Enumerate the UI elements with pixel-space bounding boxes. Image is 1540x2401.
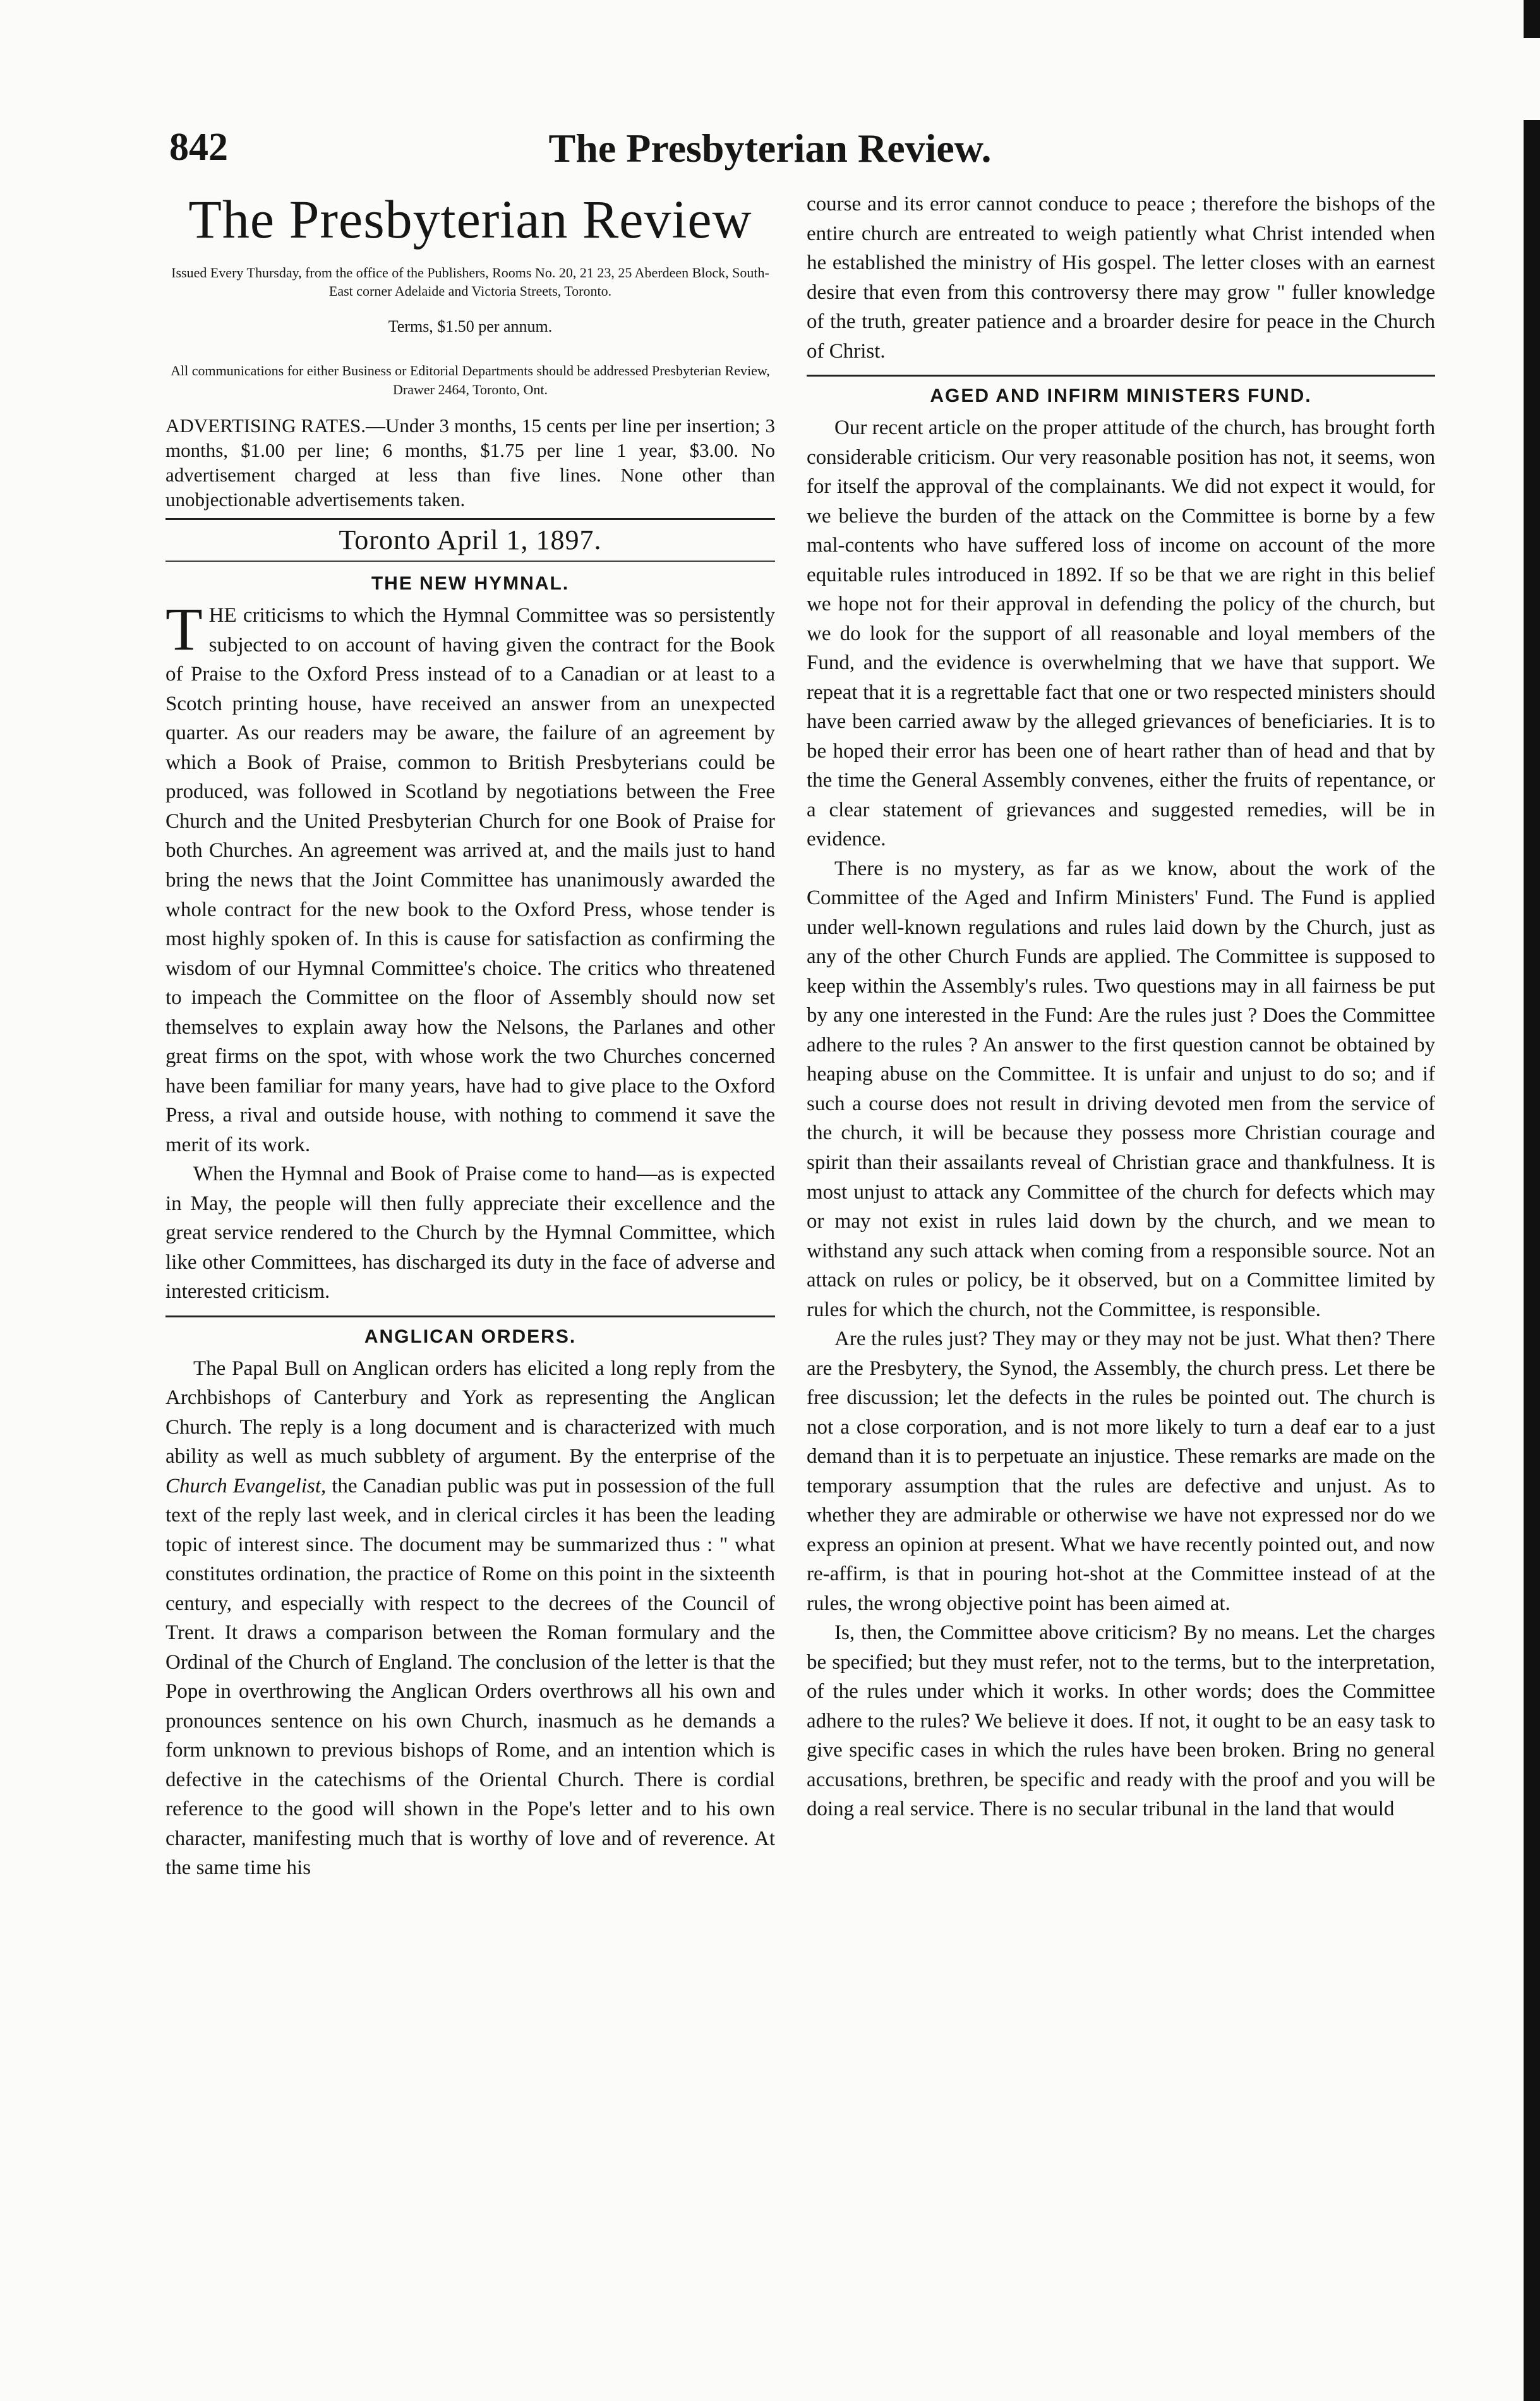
advertising-rates: ADVERTISING RATES.—Under 3 months, 15 cents per line per insertion; 3 months, $1.00 per line; 6 months, $1.75 per line 1 year, $3.00. No advertisement charged at less than five lines. None other than unobjectionable advertisements taken. <box>165 414 775 511</box>
scan-edge-strip <box>1524 0 1540 2401</box>
heading-aged-infirm-fund: AGED AND INFIRM MINISTERS FUND. <box>930 385 1312 407</box>
paragraph-text: The Papal Bull on Anglican orders has elicited a long reply from the Archbishops of Canterbury and York as representing the Anglican Church. The reply is a long document and is characterized with much ability as well as much subblety of argument. By the enterprise of the <box>165 1357 775 1468</box>
communications-notice: All communications for either Business or Editorial Departments should be addressed Presbyterian Review, Drawer 2464, Toronto, Ont. <box>171 362 770 397</box>
scan-edge-notch <box>1524 38 1540 120</box>
article-aged-fund-paragraph: Is, then, the Committee above criticism? By no means. Let the charges be specified; but they must refer, not to the terms, but to the interpretation, of the rules under which it works. In other words; does the Committee adhere to the rules? We believe it does. If not, it ought to be an easy task to give specific cases in which the rules have been broken. Bring no general accusations, brethren, be specific and ready with the proof and you will be doing a real service. There is no secular tribunal in the land that would <box>807 1621 1435 1821</box>
divider-rule <box>807 375 1435 377</box>
subscription-terms: Terms, $1.50 per annum. <box>388 317 553 336</box>
page-number: 842 <box>169 126 228 169</box>
article-anglican-orders-continuation: course and its error cannot conduce to peace ; therefore the bishops of the entire church are entreated to weigh patiently what Christ intended when he established the ministry of His gospel. The letter closes with an earnest desire that even from this controversy there may grow " fuller knowledge of the truth, greater patience and a broarder desire for peace in the Church of Christ. <box>807 193 1435 363</box>
article-aged-fund-paragraph: There is no mystery, as far as we know, about the work of the Committee of the Aged and Infirm Ministers' Fund. The Fund is applied under well-known regulations and rules laid down by the Church, just as any of the other Church Funds are applied. The Committee is supposed to keep within the Assembly's rules. Two questions may in all fairness be put by any one interested in the Fund: Are the rules just ? Does the Committee adhere to the rules ? An answer to the first question cannot be obtained by heaping abuse on the Committee. It is unfair and unjust to do so; and if such a course does not result in driving devoted men from the service of the church, it will be because they possess more Christian courage and spirit than their assailants reveal of Christian grace and thankfulness. It is most unjust to attack any Committee of the church for defects which may or may not exist in rules laid down by the church, and we mean to withstand any such attack when coming from a responsible source. Not an attack on rules or policy, be it observed, but on a Committee limited by rules for which the church, not the Committee, is responsible. <box>807 857 1435 1321</box>
paragraph-text: HE criticisms to which the Hymnal Committee was so persistently subjected to on account of having given the contract for the Book of Praise to the Oxford Press instead of to a Canadian or at least to a Scotch printing house, have received an answer from an unexpected quarter. As our readers may be aware, the failure of an agreement by which a Book of Praise, common to British Presbyterians could be produced, was followed in Scotland by negotiations between the Free Church and the United Presbyterian Church for one Book of Praise for both Churches. An agreement was arrived at, and the mails just to hand bring the news that the Joint Committee has unanimously awarded the whole contract for the new book to the Oxford Press, whose tender is most highly spoken of. In this is cause for satisfaction as confirming the wisdom of our Hymnal Committee's choice. The critics who threatened to impeach the Committee on the floor of Assembly should now set themselves to explain away how the Nelsons, the Parlanes and other great firms on the spot, with whose work the two Churches concerned have been familiar for many years, have had to give place to the Oxford Press, a rival and outside house, with nothing to commend it save the merit of its work. <box>165 604 775 1156</box>
paragraph-italic-text: Church Evangelist, <box>165 1474 327 1497</box>
drop-cap: T <box>165 595 203 663</box>
left-column <box>165 190 775 1883</box>
heading-new-hymnal: THE NEW HYMNAL. <box>371 573 570 595</box>
running-head <box>0 125 1540 182</box>
divider-rule <box>165 1315 775 1317</box>
article-new-hymnal-paragraph: When the Hymnal and Book of Praise come to hand—as is expected in May, the people will then fully appreciate their excellence and the great service rendered to the Church by the Hymnal Committee, which like other Committees, has discharged its duty in the face of adverse and interested criticism. <box>165 1163 775 1303</box>
dateline: Toronto April 1, 1897. <box>339 524 602 556</box>
article-anglican-orders-paragraph <box>165 1354 775 1883</box>
divider-double-rule <box>165 560 775 564</box>
publication-notice: Issued Every Thursday, from the office of the Publishers, Rooms No. 20, 21 23, 25 Aberdeen Block, South-East corner Adelaide and Victoria Streets, Toronto. <box>171 264 769 299</box>
article-aged-fund-paragraph: Our recent article on the proper attitude of the church, has brought forth considerable criticism. Our very reasonable position has not, it seems, won for itself the approval of the complainants. We did not expect it would, for we believe the burden of the attack on the Committee is borne by a few mal-contents who have suffered loss of income on account of the more equitable rules introduced in 1892. If so be that we are right in this belief we hope not for their approval in defending the policy of the church, but we do look for the support of all reasonable and loyal members of the Fund, and the evidence is overwhelming that we have that support. We repeat that it is a regrettable fact that one or two respected ministers should have been carried awaw by the alleged grievances of beneficiaries. It is to be hoped their error has been one of heart rather than of head and that by the time the General Assembly convenes, either the fruits of repentance, or a clear statement of grievances and suggested remedies, will be in evidence. <box>807 416 1435 851</box>
article-aged-fund-paragraph: Are the rules just? They may or they may not be just. What then? There are the Presbytery, the Synod, the Assembly, the church press. Let there be free discussion; let the defects in the rules be pointed out. The church is not a close corporation, and is not more likely to turn a deaf ear to a just demand than it is to perpetuate an injustice. These remarks are made on the temporary assumption that the rules are defective and unjust. As to whether they are admirable or otherwise we have not expressed nor do we express an opinion at present. What we have recently pointed out, and now re-affirm, is that in pouring hot-shot at the Committee instead of at the rules, the wrong objective point has been aimed at. <box>807 1328 1435 1615</box>
running-title: The Presbyterian Review. <box>548 126 992 171</box>
paragraph-text: the Canadian public was put in possession of the full text of the reply last week, and in clerical circles it has been the leading topic of interest since. The document may be summarized thus : " what constitutes ordination, the practice of Rome on this point in the sixteenth century, and especially with respect to the decrees of the Council of Trent. It draws a comparison between the Roman formulary and the Ordinal of the Church of England. The conclusion of the letter is that the Pope in overthrowing the Anglican Orders overthrows all his own and pronounces sentence on his own Church, inasmuch as he demands a form unknown to previous bishops of Rome, and an intention which is defective in the catechisms of the Oriental Church. There is cordial reference to the good will shown in the Pope's letter and to his own character, manifesting much that is worthy of love and of reverence. At the same time his <box>165 1474 775 1880</box>
right-column <box>807 190 1435 1824</box>
heading-anglican-orders: ANGLICAN ORDERS. <box>364 1326 577 1347</box>
masthead-title: The Presbyterian Review <box>188 189 752 250</box>
divider-rule <box>165 518 775 520</box>
article-new-hymnal-paragraph <box>165 595 775 1159</box>
